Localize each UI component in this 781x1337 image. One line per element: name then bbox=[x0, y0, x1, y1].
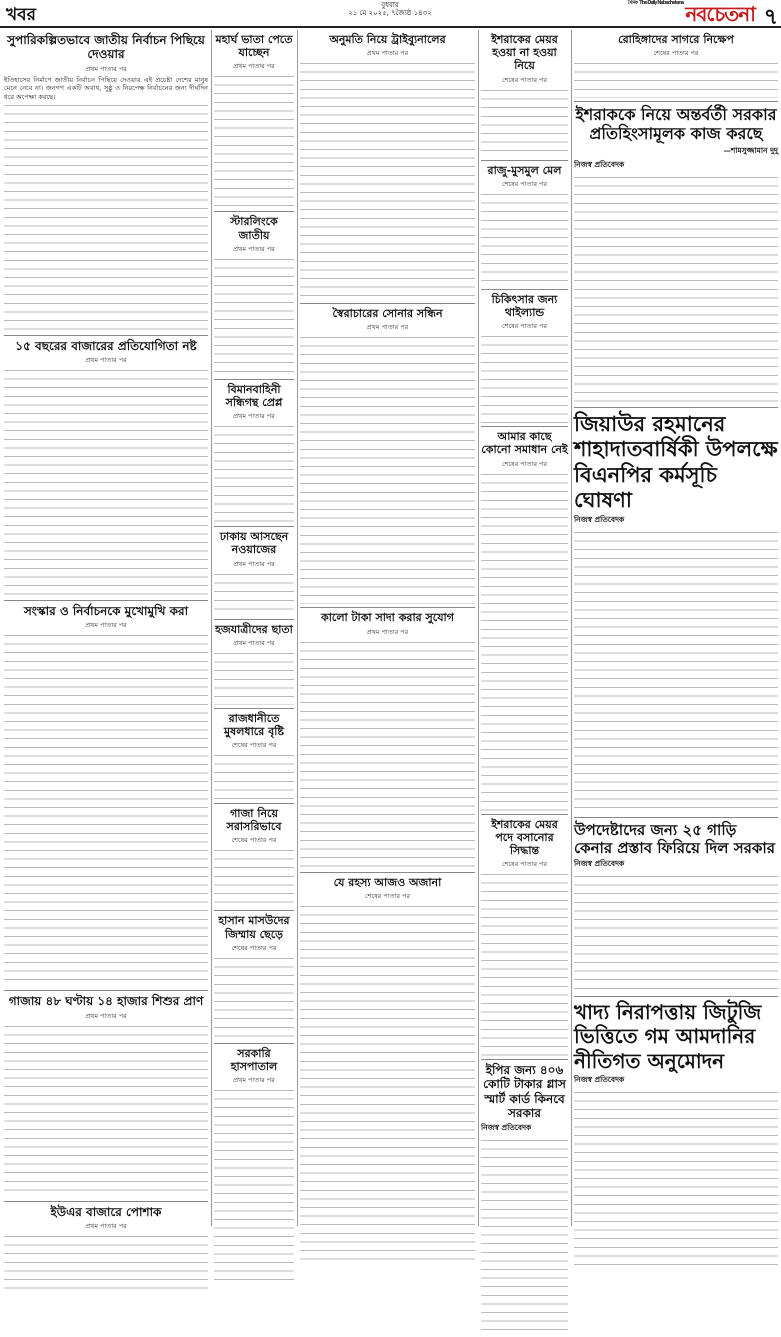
headline: ইশরাককে নিয়ে অন্তর্বর্তী সরকার প্রতিহিংসামূলক কাজ করছে bbox=[575, 105, 777, 144]
headline: মহার্ঘ ভাতা পেতে যাচ্ছেন bbox=[215, 33, 293, 60]
headline: ইউএর বাজারে পোশাক bbox=[50, 1204, 162, 1219]
headline: স্টারলিংকে জাতীয় bbox=[230, 215, 278, 242]
article-text-block bbox=[214, 650, 294, 705]
article-text-block bbox=[481, 871, 568, 1056]
jump-label: শেষের পাতার পর bbox=[231, 943, 277, 952]
article-text-block bbox=[481, 333, 568, 423]
headline: ১৫ বছরের বাজারের প্রতিযোগিতা নষ্ট bbox=[15, 338, 197, 353]
column-rule bbox=[297, 30, 298, 1226]
jump-label: প্রথম পাতার পর bbox=[233, 412, 275, 421]
page-number: ৭ bbox=[763, 5, 778, 30]
byline: নিজস্ব প্রতিবেদক bbox=[574, 1075, 625, 1085]
article-text-block bbox=[214, 73, 294, 208]
article-text-block bbox=[300, 903, 475, 1263]
article-text-block bbox=[214, 847, 294, 907]
jump-label: প্রথম পাতার পর bbox=[85, 355, 127, 364]
jump-label: শেষের পাতার পর bbox=[501, 322, 547, 331]
headline: স্বৈরাচারের সোনার সন্ধিন bbox=[332, 307, 443, 321]
article-text-block bbox=[574, 873, 778, 993]
column-rule bbox=[478, 30, 479, 1226]
headline: চিকিৎসার জন্য থাইল্যান্ড bbox=[491, 292, 558, 319]
jump-label: প্রথম পাতার পর bbox=[85, 64, 127, 73]
jump-label: প্রথম পাতার পর bbox=[366, 323, 409, 332]
article-text-block bbox=[574, 60, 778, 98]
jump-label: প্রথম পাতার পর bbox=[233, 559, 275, 568]
jump-label: প্রথম পাতার পর bbox=[85, 1222, 127, 1231]
column-rule bbox=[211, 30, 212, 1226]
headline: কালো টাকা সাদা করার সুযোগ bbox=[321, 611, 454, 625]
column-rule bbox=[571, 30, 572, 1226]
headline: ইপির জন্য ৪০৬ কোটি টাকার গ্লাস স্মার্ট কার্ড কিনবে সরকার bbox=[483, 1063, 566, 1121]
headline: আমার কাছে কোনো সমাধান নেই bbox=[481, 430, 568, 457]
column-3 bbox=[300, 30, 475, 1226]
headline: সুপারিকল্পিতভাবে জাতীয় নির্বাচন পিছিয়ে দেওয়ার bbox=[7, 33, 205, 62]
article-text-block bbox=[300, 60, 475, 300]
page-header bbox=[0, 0, 781, 28]
jump-label: প্রথম পাতার পর bbox=[85, 1011, 127, 1020]
jump-label: প্রথম পাতার পর bbox=[233, 638, 275, 647]
headline: গাজায় ৪৮ ঘণ্টায় ১৪ হাজার শিশুর প্রাণ bbox=[8, 994, 204, 1009]
byline: নিজস্ব প্রতিবেদক bbox=[574, 159, 625, 169]
headline: হজযাত্রীদের ছাতা bbox=[215, 622, 293, 636]
byline-quote: —শামসুজ্জামান দুদু bbox=[723, 145, 778, 155]
article-text-block bbox=[481, 1137, 568, 1337]
jump-label: প্রথম পাতার পর bbox=[233, 62, 275, 71]
column-1 bbox=[4, 30, 208, 1231]
jump-label: শেষের পাতার পর bbox=[501, 179, 547, 188]
jump-label: শেষের পাতার পর bbox=[501, 75, 547, 84]
article-text-block bbox=[481, 191, 568, 286]
byline: নিজস্ব প্রতিবেদক bbox=[481, 1122, 532, 1132]
article-text-block bbox=[4, 632, 208, 987]
article bbox=[4, 1205, 208, 1293]
jump-label: প্রথম পাতার পর bbox=[233, 1076, 275, 1085]
headline: ইশরাকের মেয়র পদে বসানোর সিদ্ধান্ত bbox=[491, 817, 558, 857]
article-text-block bbox=[214, 256, 294, 376]
article-text-block bbox=[300, 334, 475, 604]
headline: রাজধানীতে মুষলধারে বৃষ্টি bbox=[224, 711, 284, 738]
article bbox=[4, 604, 208, 987]
article-text-block bbox=[300, 639, 475, 869]
headline: রাজু-মুসমুল মেল bbox=[487, 163, 562, 177]
article-text-block bbox=[481, 471, 568, 811]
article bbox=[4, 33, 208, 332]
column-4 bbox=[481, 30, 568, 1226]
jump-label: প্রথম পাতার পর bbox=[233, 244, 275, 253]
headline: সংস্কার ও নির্বাচনকে মুখোমুখি করা bbox=[23, 603, 189, 618]
headline: উপদেষ্টাদের জন্য ২৫ গাড়ি কেনার প্রস্তাব ফিরিয়ে দিল সরকার bbox=[574, 821, 775, 857]
headline: ঢাকায় আসছেন নওয়াজের bbox=[219, 530, 289, 557]
jump-label: শেষের পাতার পর bbox=[231, 836, 277, 845]
headline: খাদ্য নিরাপত্তায় জিটুজি ভিত্তিতে গম আমদানির নীতিগত অনুমোদন bbox=[574, 1000, 762, 1073]
article-text-block bbox=[214, 1087, 294, 1287]
article bbox=[4, 339, 208, 597]
headline: হাসান মাসউদের জিম্মায় ছেড়ে bbox=[218, 914, 290, 941]
column-5 bbox=[574, 30, 778, 1226]
jump-label: শেষের পাতার পর bbox=[501, 860, 547, 869]
article-text-block bbox=[214, 571, 294, 616]
logo-prefix: দৈনিক bbox=[627, 0, 638, 6]
headline: অনুমতি নিয়ে ট্রাইব্যুনালের bbox=[329, 33, 446, 46]
article-text-block bbox=[481, 87, 568, 157]
headline: সরকারি হাসপাতাল bbox=[230, 1046, 278, 1073]
article-text-block bbox=[4, 367, 208, 597]
jump-label: শেষের পাতার পর bbox=[231, 741, 277, 750]
article-text-block bbox=[214, 423, 294, 523]
logo-english: The Daily Nabachetana bbox=[639, 0, 684, 6]
article-text-block bbox=[574, 1089, 778, 1269]
article bbox=[4, 994, 208, 1197]
byline: নিজস্ব প্রতিবেদক bbox=[574, 515, 625, 524]
article-text-block bbox=[4, 1023, 208, 1198]
headline: গাজা নিয়ে সরাসরিভাবে bbox=[226, 807, 282, 834]
masthead-logo bbox=[628, 0, 755, 33]
jump-label: শেষের পাতার পর bbox=[501, 459, 547, 468]
logo-text: নবচেতনা bbox=[685, 2, 755, 26]
jump-label: প্রথম পাতার পর bbox=[366, 627, 409, 636]
jump-label: প্রথম পাতার পর bbox=[85, 621, 127, 630]
headline: রোহিঙ্গাদের সাগরে নিক্ষেপ bbox=[618, 33, 734, 46]
byline: নিজস্ব প্রতিবেদক bbox=[574, 859, 625, 868]
section-label: খবর bbox=[6, 5, 36, 25]
headline: বিমানবাহিনী সন্ধিগন্থ প্রেপ্ল bbox=[225, 382, 283, 409]
jump-label: শেষের পাতার পর bbox=[364, 891, 410, 900]
jump-label: প্রথম পাতার পর bbox=[366, 49, 409, 58]
headline: ইশরাকের মেয়র হওয়া না হওয়া নিয়ে bbox=[491, 33, 558, 73]
date-label: ২১ মে ২০২৫, ৭জ্যৈষ্ঠ ১৪৩২ bbox=[348, 9, 432, 17]
article-body: ইতিহাসের নির্মাণে জাতীয় নির্বাচন পিছিয়ে দেওয়ার এই প্রচেষ্টা দেশের মানুষ মেনে নেবে না। জনগণ একটি অবাধ, সুষ্ঠু ও নিরপেক্ষ নির্বাচনের জন্য দীর্ঘদিন ধরে অপেক্ষা করছে। bbox=[4, 75, 208, 101]
article-text-block bbox=[4, 102, 208, 332]
article-text-block bbox=[214, 752, 294, 800]
column-2 bbox=[214, 30, 294, 1226]
day-label: বুধবার bbox=[381, 1, 399, 9]
article-text-block bbox=[4, 1233, 208, 1293]
article-text-block bbox=[214, 955, 294, 1040]
article-text-block bbox=[574, 174, 778, 404]
date-line bbox=[300, 1, 480, 17]
jump-label: শেষের পাতার পর bbox=[653, 49, 699, 58]
article-text-block bbox=[574, 529, 778, 814]
headline: জিয়াউর রহমানের শাহাদাতবার্ষিকী উপলক্ষে বিএনপির কর্মসূচি ঘোষণা bbox=[574, 410, 778, 513]
headline: যে রহস্য আজও অজানা bbox=[333, 875, 442, 889]
